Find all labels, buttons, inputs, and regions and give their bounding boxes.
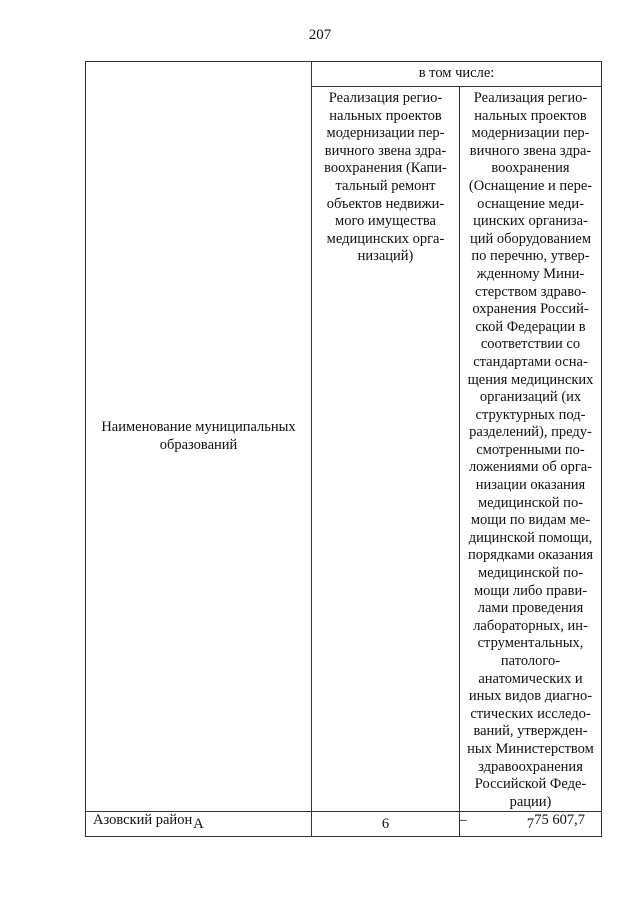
header-col-7: Реализация регио- нальных проектов модернизации пер- вичного звена здра- воохранения (Оснащение и пере- оснащение меди- цинских организа- ций оборудованием по перечню, утвер- жденному Мини- стерством здраво- охранения Россий- ской Федерации в соответствии со стандартами осна- щения медицинских организаций (их структурных под- разделений), преду- смотренными по- ложениями об орга- низации оказания медицинской по- мощи по видам ме- дицинской помощи, порядками оказания медицинской по- мощи либо прави- лами проведения лабораторных, ин- струментальных, патолого- анатомических и иных видов диагно- стических исследо- ваний, утвержден- ных Министерством здравоохранения Российской Феде- рации): [460, 87, 602, 812]
row-name: Азовский район: [93, 812, 193, 828]
index-cell-a: А: [86, 812, 312, 837]
row-value-7: 75 607,7: [534, 812, 585, 828]
index-cell-6: 6: [312, 812, 460, 837]
header-group-label: в том числе:: [312, 62, 602, 87]
page-number: 207: [308, 27, 332, 43]
header-col-6: Реализация регио- нальных проектов модернизации пер- вичного звена здра- воохранения (Капи- тальный ремонт объектов недвижи- мого имущества медицинских орга- низаций): [312, 87, 460, 812]
row-value-6: –: [459, 812, 467, 828]
index-cell-7: 7: [460, 812, 602, 837]
budget-table: [85, 61, 602, 837]
header-name-column: Наименование муниципальных образований: [86, 62, 312, 812]
